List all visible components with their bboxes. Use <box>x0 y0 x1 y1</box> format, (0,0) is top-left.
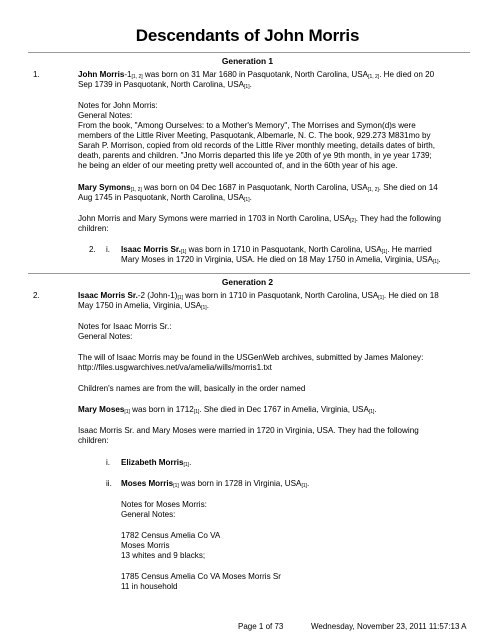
page-number: Page 1 of 73 <box>238 622 284 631</box>
child-roman: ii. <box>106 479 112 488</box>
census-line: 11 in household <box>121 582 178 591</box>
person-name[interactable]: Moses Morris <box>121 479 174 488</box>
page-title: Descendants of John Morris <box>135 26 360 45</box>
notes-line: Sarah P. Morrison, copied from old records of the Little River monthly meeting, details dates of birth, <box>78 141 436 150</box>
spouse-mary-symons-line1: Mary Symons$_{[1, 2]}$ was born on 04 Dec 1687 in Pasquotank, North Carolina, $USA_{[1, 2]}$. She died on 14 <box>78 183 438 193</box>
person-name[interactable]: Isaac Morris Sr. <box>78 291 138 300</box>
notes-line: death, parents and children. "Jno Morris departed this life ye 20th of ye 9th month, in ye year 1739; <box>78 151 432 160</box>
marriage-line1: Isaac Morris Sr. and Mary Moses were married in 1720 in Virginia, USA. They had the following <box>78 426 419 435</box>
notes-line: From the book, "Among Ourselves: to a Mother's Memory", The Morrises and Symon(d)s were <box>78 121 416 130</box>
notes-line: The will of Isaac Morris may be found in the USGenWeb archives, submitted by James Maloney: <box>78 353 424 362</box>
notes-line: Children's names are from the will, basically in the order named <box>78 384 306 393</box>
person-name[interactable]: Mary Moses <box>78 405 125 414</box>
notes-line: General Notes: <box>121 510 176 519</box>
notes-line: members of the Little River Meeting, Pasquotank, Albemarle, N. C. The book, 929.273 M831mo by <box>78 131 431 140</box>
spouse-mary-moses-line: Mary Moses$_{[1]}$ was born in $1712_{[1]}$. She died in Dec 1767 in Amelia, Virginia, $USA_{[1]}$. <box>78 405 377 415</box>
notes-line: Notes for Moses Morris: <box>121 500 207 509</box>
child-roman: i. <box>106 245 111 254</box>
person-isaac-morris-line1: Isaac Morris Sr.-2 $(John-1)_{[1]}$ was born in 1710 in Pasquotank, North Carolina, $USA_{[1]}$. He died on 18 <box>78 291 439 301</box>
notes-line: General Notes: <box>78 111 133 120</box>
marriage-line1: John Morris and Mary Symons were married in 1703 in North Carolina, $USA_{[2]}$. They had the following <box>78 214 442 224</box>
person-john-morris-line1: John Morris-$1_{[1, 2]}$ was born on 31 Mar 1680 in Pasquotank, North Carolina, $USA_{[1, 2]}$. He died on 20 <box>78 70 435 80</box>
notes-line: Notes for Isaac Morris Sr.: <box>78 322 172 331</box>
notes-line: General Notes: <box>78 332 133 341</box>
divider <box>28 52 470 53</box>
census-line: 1785 Census Amelia Co VA Moses Morris Sr <box>121 572 281 581</box>
person-john-morris-line2: Sep 1739 in Pasquotank, North Carolina, $USA_{[1]}$. <box>78 80 252 90</box>
marriage-line2: children: <box>78 436 109 445</box>
entry-number: 2. <box>33 291 40 300</box>
person-isaac-morris-line2: May 1750 in Amelia, Virginia, $USA_{[1]}$. <box>78 301 209 311</box>
census-line: 13 whites and 9 blacks; <box>121 551 206 560</box>
notes-line: Notes for John Morris: <box>78 101 158 110</box>
will-link[interactable]: http://files.usgwarchives.net/va/amelia/wills/morris1.txt <box>78 363 272 372</box>
generation-heading: Generation 2 <box>221 277 274 287</box>
child-elizabeth-line: Elizabeth Morris$_{[1]}$. <box>121 458 192 468</box>
marriage-line2: children: <box>78 224 109 233</box>
census-line: 1782 Census Amelia Co VA <box>121 531 221 540</box>
person-name[interactable]: John Morris <box>78 70 125 79</box>
generation-heading: Generation 1 <box>221 56 274 66</box>
entry-number: 1. <box>33 70 40 79</box>
person-name[interactable]: Mary Symons <box>78 183 131 192</box>
child-moses-line: Moses Morris$_{[1]}$ was born in 1728 in Virginia, $USA_{[1]}$. <box>121 479 310 489</box>
person-name[interactable]: Isaac Morris Sr. <box>121 245 181 254</box>
child-number: 2. <box>89 245 96 254</box>
person-name[interactable]: Elizabeth Morris <box>121 458 184 467</box>
child-roman: i. <box>106 458 111 467</box>
notes-line: he being an elder of our meeting pretty well accounted of, and in the 60th year of his age. <box>78 161 398 170</box>
child-isaac-line1: Isaac Morris $Sr._{[1]}$ was born in 1710 in Pasquotank, North Carolina, $USA_{[1]}$. He married <box>121 245 432 255</box>
divider <box>28 273 470 274</box>
timestamp: Wednesday, November 23, 2011 11:57:13 A <box>311 622 467 631</box>
child-isaac-line2: Mary Moses in 1720 in Virginia, USA. He died on 18 May 1750 in Amelia, Virginia, $USA_{[1]}$. <box>121 255 441 265</box>
spouse-mary-symons-line2: Aug 1745 in Pasquotank, North Carolina, $USA_{[1]}$. <box>78 193 252 203</box>
census-line: Moses Morris <box>121 541 170 550</box>
